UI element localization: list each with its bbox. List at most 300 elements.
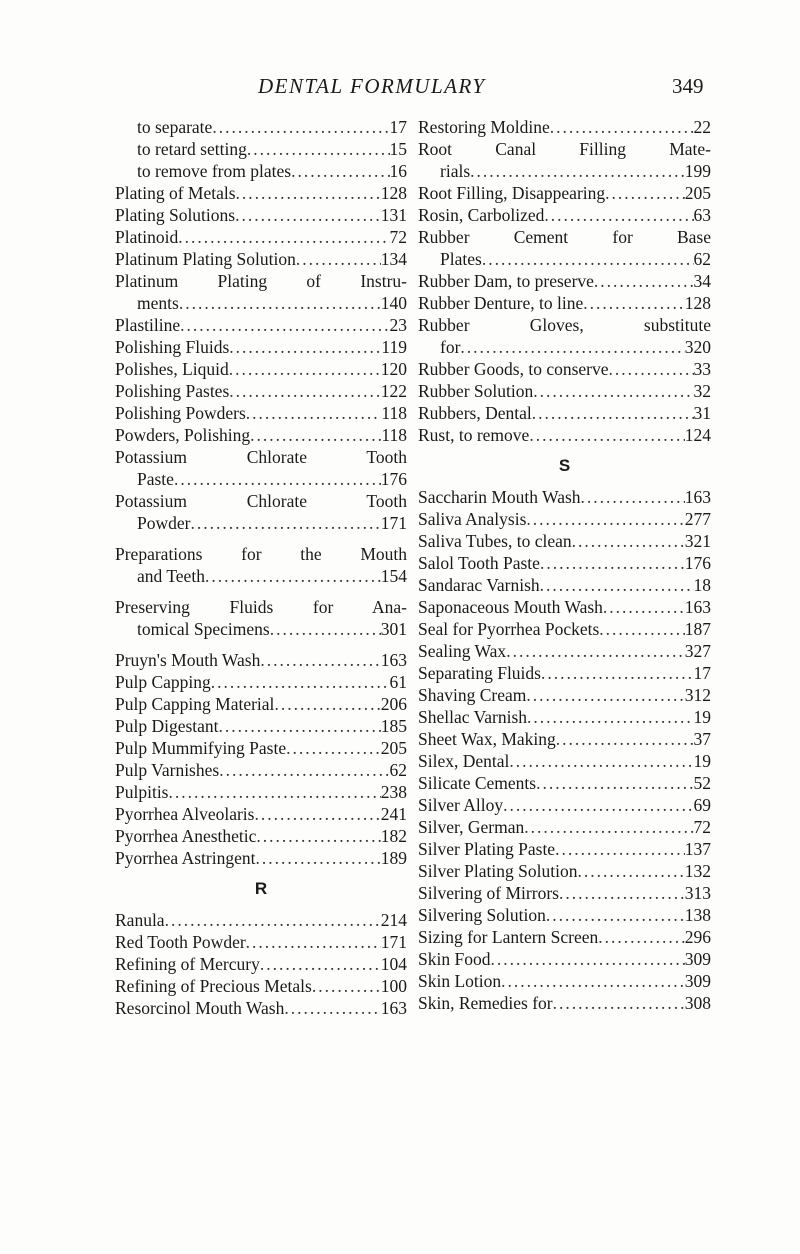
dot-leader (536, 772, 693, 794)
index-entry (418, 640, 711, 662)
entry-row (418, 926, 711, 948)
entry-term: Plates (440, 249, 482, 269)
entry-term: Sealing Wax (418, 641, 507, 661)
dot-leader (247, 138, 390, 160)
entry-row (418, 248, 711, 270)
entry-page-number: 206 (380, 694, 407, 714)
entry-page-number: 16 (389, 161, 407, 181)
entry-row (418, 684, 711, 706)
entry-row (115, 847, 407, 869)
index-entry (418, 948, 711, 970)
index-entry (418, 486, 711, 508)
dot-leader (284, 997, 380, 1019)
entry-page-number: 18 (693, 575, 711, 595)
index-entry (418, 750, 711, 772)
entry-row (418, 596, 711, 618)
index-entry (115, 490, 407, 534)
dot-leader (482, 248, 694, 270)
dot-leader (526, 684, 684, 706)
entry-page-number: 15 (389, 139, 407, 159)
dot-leader (524, 816, 693, 838)
entry-term: Polishes, Liquid (115, 359, 229, 379)
index-entry (418, 706, 711, 728)
entry-term: Salol Tooth Paste (418, 553, 540, 573)
entry-page-number: 61 (389, 672, 407, 692)
index-entry (418, 552, 711, 574)
index-entry (418, 574, 711, 596)
dot-leader (246, 931, 381, 953)
dot-leader (550, 116, 694, 138)
entry-page-number: 309 (684, 971, 711, 991)
entry-term: to retard setting (137, 139, 247, 159)
entry-term: Silver Plating Paste (418, 839, 556, 859)
entry-page-number: 154 (380, 566, 407, 586)
index-entry (418, 882, 711, 904)
dot-leader (599, 618, 684, 640)
entry-page-number: 321 (684, 531, 711, 551)
entry-term: Pulp Varnishes (115, 760, 220, 780)
entry-page-number: 309 (684, 949, 711, 969)
dot-leader (598, 926, 684, 948)
index-entry (418, 684, 711, 706)
dot-leader (605, 182, 685, 204)
entry-row (418, 816, 711, 838)
index-entry (418, 662, 711, 684)
dot-leader (178, 226, 389, 248)
entry-page-number: 163 (380, 650, 407, 670)
entry-page-number: 176 (380, 469, 407, 489)
entry-row (115, 618, 407, 640)
dot-leader (291, 160, 389, 182)
entry-row (418, 270, 711, 292)
dot-leader (212, 116, 389, 138)
entry-term: Silex, Dental (418, 751, 510, 771)
entry-row (418, 508, 711, 530)
index-entry (115, 204, 407, 226)
index-entry (115, 825, 407, 847)
index-entry (115, 847, 407, 869)
entry-term: Rosin, Carbolized (418, 205, 545, 225)
entry-term-line: Potassium Chlorate Tooth (115, 491, 407, 511)
entry-term: Polishing Pastes (115, 381, 230, 401)
entry-row (418, 992, 711, 1014)
entry-row (115, 204, 407, 226)
index-entry (115, 248, 407, 270)
entry-page-number: 72 (693, 817, 711, 837)
entry-row (418, 970, 711, 992)
page-title: DENTAL FORMULARY (258, 74, 486, 98)
entry-row (418, 486, 711, 508)
dot-leader (256, 825, 380, 847)
index-entry (418, 992, 711, 1014)
entry-term: Saliva Analysis (418, 509, 527, 529)
dot-leader (572, 530, 685, 552)
dot-leader (274, 693, 380, 715)
index-entry (418, 380, 711, 402)
entry-page-number: 182 (380, 826, 407, 846)
entry-term: Pyorrhea Anesthetic (115, 826, 257, 846)
index-entry (115, 803, 407, 825)
index-entry (115, 909, 407, 931)
entry-row (418, 402, 711, 424)
index-entry (418, 314, 711, 358)
dot-leader (555, 838, 685, 860)
entry-row (115, 909, 407, 931)
dot-leader (270, 618, 381, 640)
section-letter: R (254, 879, 268, 898)
dot-leader (460, 336, 684, 358)
index-entry (418, 292, 711, 314)
index-entry (418, 816, 711, 838)
entry-term: Root Filling, Disappearing (418, 183, 606, 203)
entry-term: Silvering of Mirrors (418, 883, 559, 903)
dot-leader (312, 975, 381, 997)
dot-leader (501, 970, 685, 992)
index-entry (115, 596, 407, 640)
entry-page-number: 312 (684, 685, 711, 705)
entry-term: Skin, Remedies for (418, 993, 553, 1013)
entry-term: Shellac Varnish (418, 707, 528, 727)
dot-leader (490, 948, 684, 970)
entry-row (115, 512, 407, 534)
entry-row (115, 715, 407, 737)
entry-row (418, 424, 711, 446)
entry-term: Plating Solutions (115, 205, 236, 225)
entry-page-number: 171 (380, 513, 407, 533)
index-column-right (418, 116, 711, 1014)
entry-term: Silicate Cements (418, 773, 537, 793)
running-header (0, 74, 800, 104)
entry-page-number: 301 (380, 619, 407, 639)
entry-term: Polishing Powders (115, 403, 246, 423)
entry-term: ments (137, 293, 179, 313)
entry-term: for (440, 337, 461, 357)
entry-row (418, 860, 711, 882)
entry-row (418, 574, 711, 596)
entry-row (115, 671, 407, 693)
entry-page-number: 163 (380, 998, 407, 1018)
entry-page-number: 17 (693, 663, 711, 683)
entry-term: Saliva Tubes, to clean (418, 531, 572, 551)
dot-leader (260, 953, 381, 975)
entry-row (418, 882, 711, 904)
entry-term: Saponaceous Mouth Wash (418, 597, 603, 617)
entry-row (115, 565, 407, 587)
entry-page-number: 189 (380, 848, 407, 868)
entry-term: Pulp Capping (115, 672, 211, 692)
entry-row (418, 750, 711, 772)
entry-page-number: 138 (684, 905, 711, 925)
entry-page-number: 122 (380, 381, 407, 401)
entry-row (418, 794, 711, 816)
index-entry (418, 772, 711, 794)
entry-term: Paste (137, 469, 174, 489)
entry-row (115, 693, 407, 715)
dot-leader (470, 160, 685, 182)
dot-leader (506, 640, 685, 662)
entry-row (115, 182, 407, 204)
dot-leader (169, 781, 381, 803)
entry-term: Rubbers, Dental (418, 403, 532, 423)
entry-term: Silver Plating Solution (418, 861, 578, 881)
entry-page-number: 241 (380, 804, 407, 824)
entry-page-number: 163 (684, 597, 711, 617)
index-entry (115, 671, 407, 693)
entry-row (115, 953, 407, 975)
entry-page-number: 187 (684, 619, 711, 639)
entry-page-number: 62 (389, 760, 407, 780)
dot-leader (581, 486, 685, 508)
index-entry (115, 358, 407, 380)
entry-row (418, 662, 711, 684)
dot-leader (211, 671, 390, 693)
entry-page-number: 308 (684, 993, 711, 1013)
index-entry (115, 649, 407, 671)
entry-term: Plating of Metals (115, 183, 236, 203)
index-entry (115, 160, 407, 182)
entry-row (115, 825, 407, 847)
dot-leader (546, 904, 685, 926)
entry-term: Rubber Dam, to preserve (418, 271, 594, 291)
dot-leader (205, 565, 381, 587)
entry-row (418, 640, 711, 662)
dot-leader (219, 715, 381, 737)
entry-term: Platinum Plating Solution (115, 249, 296, 269)
entry-term: Sizing for Lantern Screen (418, 927, 599, 947)
entry-page-number: 72 (389, 227, 407, 247)
entry-term: Rust, to remove (418, 425, 530, 445)
index-entry (418, 116, 711, 138)
index-entry (418, 794, 711, 816)
entry-page-number: 313 (684, 883, 711, 903)
entry-spacer (115, 534, 407, 543)
entry-row (115, 997, 407, 1019)
index-entry (115, 953, 407, 975)
dot-leader (296, 248, 381, 270)
entry-page-number: 120 (380, 359, 407, 379)
entry-row (115, 781, 407, 803)
entry-page-number: 199 (684, 161, 711, 181)
entry-term-line: Preparations for the Mouth (115, 544, 407, 564)
index-entry (418, 728, 711, 750)
entry-row (115, 358, 407, 380)
dot-leader (286, 737, 381, 759)
entry-page-number: 124 (684, 425, 711, 445)
index-entry (418, 358, 711, 380)
entry-term-line: Rubber Cement for Base (418, 227, 711, 247)
index-entry (418, 838, 711, 860)
dot-leader (583, 292, 685, 314)
entry-row (115, 803, 407, 825)
entry-term: Saccharin Mouth Wash (418, 487, 581, 507)
dot-leader (179, 292, 381, 314)
entry-row (418, 160, 711, 182)
index-entry (418, 182, 711, 204)
entry-term: Red Tooth Powder (115, 932, 246, 952)
entry-row (115, 248, 407, 270)
entry-term: Refining of Mercury (115, 954, 260, 974)
entry-page-number: 19 (693, 751, 711, 771)
entry-page-number: 33 (693, 359, 711, 379)
entry-row (115, 975, 407, 997)
dot-leader (255, 847, 380, 869)
entry-page-number: 320 (684, 337, 711, 357)
entry-term: Pyorrhea Alveolaris (115, 804, 255, 824)
index-entry (115, 997, 407, 1019)
index-entry (115, 975, 407, 997)
dot-leader (529, 424, 684, 446)
entry-spacer (115, 587, 407, 596)
entry-term-line: Preserving Fluids for Ana- (115, 597, 407, 617)
entry-row (418, 530, 711, 552)
index-entry (115, 138, 407, 160)
entry-page-number: 119 (381, 337, 407, 357)
dot-leader (174, 468, 381, 490)
entry-page-number: 131 (380, 205, 407, 225)
index-entry (418, 424, 711, 446)
dot-leader (509, 750, 693, 772)
entry-term: Ranula (115, 910, 165, 930)
entry-row (115, 649, 407, 671)
index-entry (418, 926, 711, 948)
entry-term: Pruyn's Mouth Wash (115, 650, 261, 670)
dot-leader (526, 508, 684, 530)
dot-leader (559, 882, 685, 904)
index-entry (418, 226, 711, 270)
index-entry (115, 781, 407, 803)
entry-row (418, 358, 711, 380)
entry-term: Platinoid (115, 227, 179, 247)
entry-row (115, 468, 407, 490)
index-entry (115, 116, 407, 138)
entry-row (115, 314, 407, 336)
entry-term: Pulp Capping Material (115, 694, 275, 714)
entry-row (418, 948, 711, 970)
entry-row (418, 182, 711, 204)
entry-page-number: 118 (381, 425, 407, 445)
index-entry (115, 314, 407, 336)
dot-leader (540, 574, 694, 596)
entry-page-number: 32 (693, 381, 711, 401)
entry-page-number: 238 (380, 782, 407, 802)
index-entry (115, 931, 407, 953)
index-entry (115, 424, 407, 446)
entry-term-line: Root Canal Filling Mate- (418, 139, 711, 159)
entry-term: Restoring Moldine (418, 117, 550, 137)
entry-term: Powders, Polishing (115, 425, 251, 445)
index-entry (418, 860, 711, 882)
dot-leader (540, 552, 685, 574)
entry-page-number: 104 (380, 954, 407, 974)
entry-row (115, 116, 407, 138)
entry-spacer (115, 640, 407, 649)
index-entry (115, 446, 407, 490)
entry-page-number: 134 (380, 249, 407, 269)
entry-row (115, 160, 407, 182)
entry-row (115, 737, 407, 759)
dot-leader (219, 759, 389, 781)
index-entry (418, 138, 711, 182)
entry-row (115, 424, 407, 446)
entry-term: Polishing Fluids (115, 337, 230, 357)
entry-row (115, 380, 407, 402)
dot-leader (556, 728, 694, 750)
entry-term: Skin Food (418, 949, 491, 969)
entry-term: Separating Fluids (418, 663, 541, 683)
entry-page-number: 128 (380, 183, 407, 203)
dot-leader (236, 182, 381, 204)
dot-leader (609, 358, 694, 380)
entry-page-number: 205 (684, 183, 711, 203)
entry-page-number: 19 (693, 707, 711, 727)
entry-row (115, 931, 407, 953)
entry-page-number: 118 (381, 403, 407, 423)
entry-row (115, 138, 407, 160)
index-entry (418, 270, 711, 292)
entry-row (418, 706, 711, 728)
entry-row (418, 552, 711, 574)
entry-term-line: Potassium Chlorate Tooth (115, 447, 407, 467)
entry-page-number: 17 (389, 117, 407, 137)
entry-page-number: 37 (693, 729, 711, 749)
index-entry (115, 270, 407, 314)
entry-term: Rubber Denture, to line (418, 293, 584, 313)
entry-page-number: 176 (684, 553, 711, 573)
entry-row (418, 618, 711, 640)
entry-page-number: 34 (693, 271, 711, 291)
entry-term-line: Rubber Gloves, substitute (418, 315, 711, 335)
dot-leader (533, 380, 693, 402)
entry-page-number: 140 (380, 293, 407, 313)
dot-leader (254, 803, 380, 825)
entry-row (115, 402, 407, 424)
entry-term: Sheet Wax, Making (418, 729, 556, 749)
entry-term: Seal for Pyorrhea Pockets (418, 619, 600, 639)
entry-page-number: 31 (693, 403, 711, 423)
entry-row (418, 772, 711, 794)
dot-leader (541, 662, 694, 684)
entry-term: tomical Specimens (137, 619, 270, 639)
dot-leader (165, 909, 381, 931)
entry-page-number: 163 (684, 487, 711, 507)
entry-row (418, 904, 711, 926)
dot-leader (527, 706, 693, 728)
dot-leader (229, 380, 380, 402)
index-entry (418, 904, 711, 926)
entry-page-number: 185 (380, 716, 407, 736)
index-entry (115, 737, 407, 759)
dot-leader (229, 358, 381, 380)
entry-row (418, 838, 711, 860)
entry-page-number: 205 (380, 738, 407, 758)
entry-page-number: 52 (693, 773, 711, 793)
entry-term: Silvering Solution (418, 905, 546, 925)
index-entry (115, 715, 407, 737)
dot-leader (190, 512, 380, 534)
entry-page-number: 62 (693, 249, 711, 269)
entry-term: to remove from plates (137, 161, 292, 181)
index-entry (418, 508, 711, 530)
entry-row (115, 292, 407, 314)
index-entry (418, 204, 711, 226)
entry-page-number: 63 (693, 205, 711, 225)
entry-term: Sandarac Varnish (418, 575, 540, 595)
dot-leader (503, 794, 693, 816)
dot-leader (229, 336, 381, 358)
entry-term: Skin Lotion (418, 971, 502, 991)
index-entry (115, 182, 407, 204)
entry-row (418, 380, 711, 402)
